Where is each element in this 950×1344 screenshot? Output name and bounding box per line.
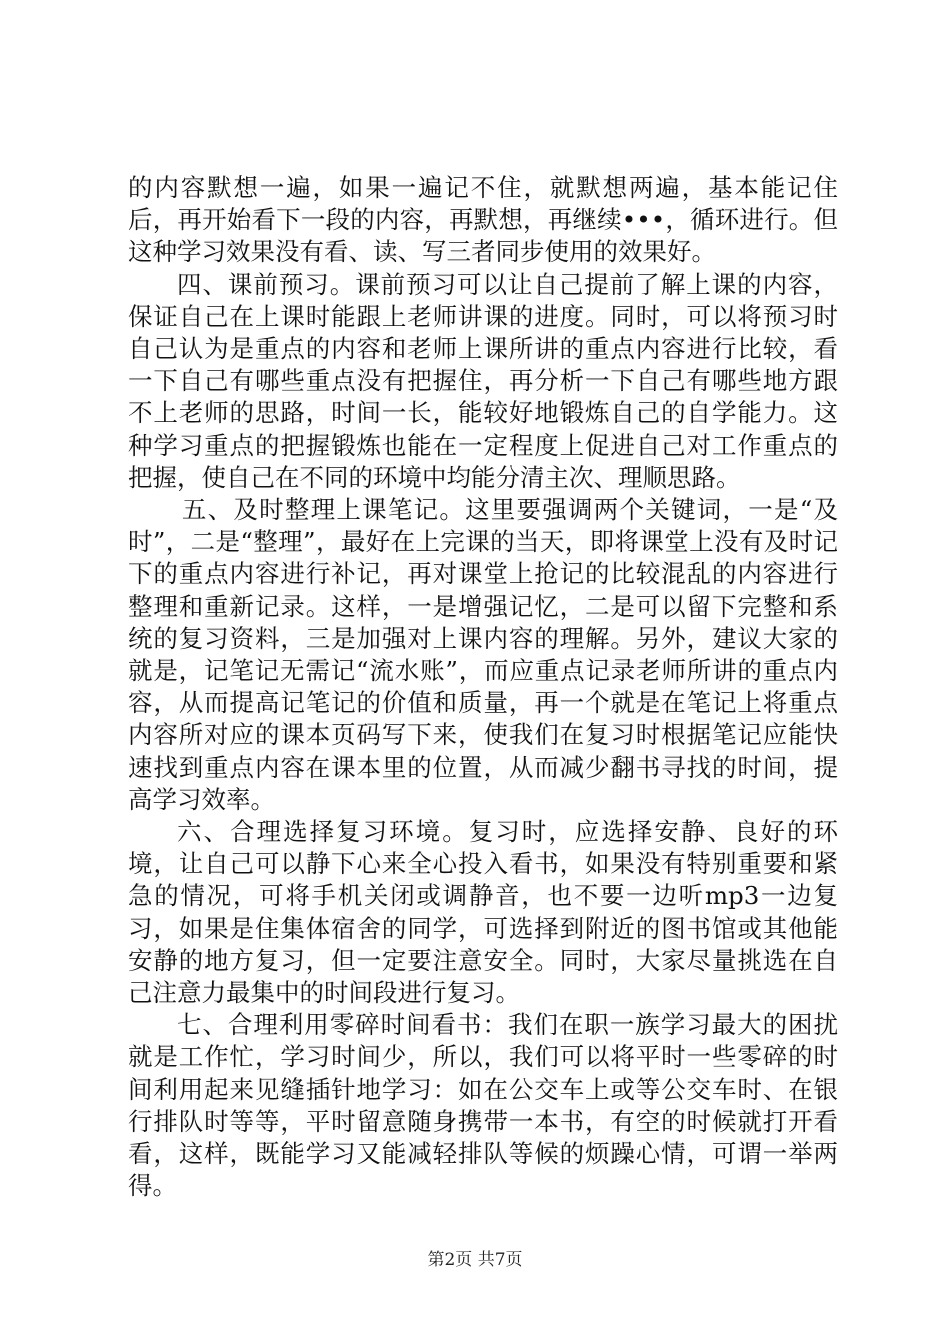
paragraph-preview-before-class: 四、课前预习。课前预习可以让自己提前了解上课的内容，保证自己在上课时能跟上老师讲课的进度。同时，可以将预习时自己认为是重点的内容和老师上课所讲的重点内容进行比较，看一下自己有哪些重点没有把握住，再分析一下自己有哪些地方跟不上老师的思路，时间一长，能较好地锻炼自己的自学能力。这种学习重点的把握锻炼也能在一定程度上促进自己对工作重点的把握，使自己在不同的环境中均能分清主次、理顺思路。 — [128, 269, 838, 492]
document-body — [128, 172, 838, 1203]
paragraph-organize-notes: 五、及时整理上课笔记。这里要强调两个关键词，一是“及时”，二是“整理”，最好在上完课的当天，即将课堂上没有及时记下的重点内容进行补记，再对课堂上抢记的比较混乱的内容进行整理和重新记录。这样，一是增强记忆，二是可以留下完整和系统的复习资料，三是加强对上课内容的理解。另外，建议大家的就是，记笔记无需记“流水账”，而应重点记录老师所讲的重点内容，从而提高记笔记的价值和质量，再一个就是在笔记上将重点内容所对应的课本页码写下来，使我们在复习时根据笔记应能快速找到重点内容在课本里的位置，从而减少翻书寻找的时间，提高学习效率。 — [128, 495, 838, 814]
paragraph-continuation: 的内容默想一遍，如果一遍记不住，就默想两遍，基本能记住后，再开始看下一段的内容，再默想，再继续•••，循环进行。但这种学习效果没有看、读、写三者同步使用的效果好。 — [128, 173, 838, 267]
paragraph-review-environment: 六、合理选择复习环境。复习时，应选择安静、良好的环境，让自己可以静下心来全心投入看书，如果没有特别重要和紧急的情况，可将手机关闭或调静音，也不要一边听mp3一边复习，如果是住集体宿舍的同学，可选择到附近的图书馆或其他能安静的地方复习，但一定要注意安全。同时，大家尽量挑选在自己注意力最集中的时间段进行复习。 — [128, 817, 838, 1008]
paragraph-spare-time-reading: 七、合理利用零碎时间看书：我们在职一族学习最大的困扰就是工作忙，学习时间少，所以，我们可以将平时一些零碎的时间利用起来见缝插针地学习：如在公交车上或等公交车时、在银行排队时等等，平时留意随身携带一本书，有空的时候就打开看看，这样，既能学习又能减轻排队等候的烦躁心情，可谓一举两得。 — [128, 1010, 838, 1201]
page-number-footer: 第2页 共7页 — [427, 1250, 523, 1270]
